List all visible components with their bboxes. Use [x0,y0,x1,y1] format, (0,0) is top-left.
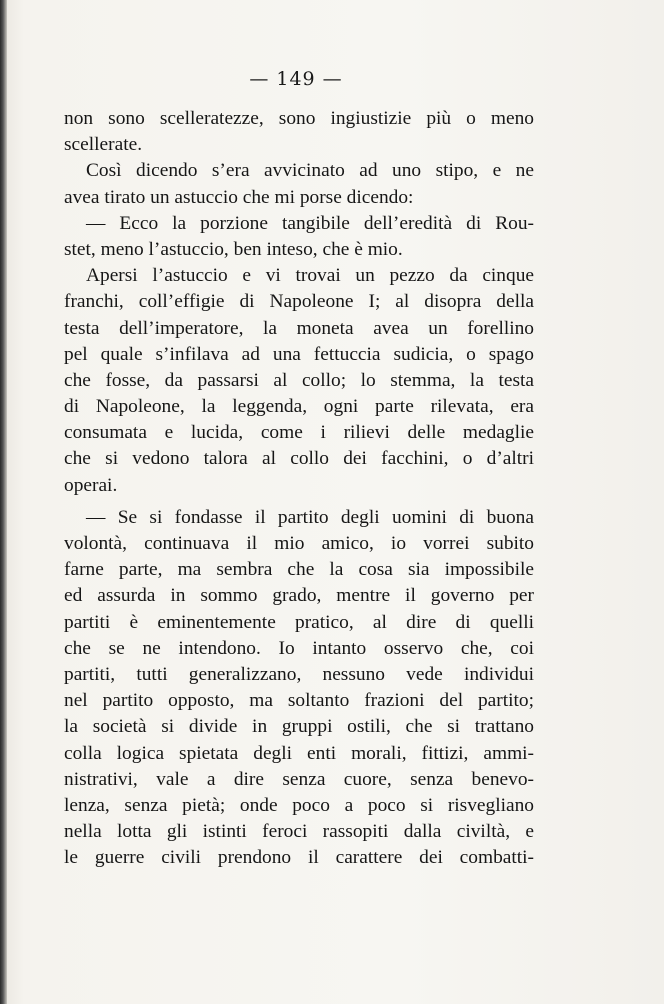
body-text [64,106,534,871]
paragraph-4 [64,263,534,499]
text-line: la società si divide in gruppi ostili, che si trattano [64,716,534,738]
text-line: partiti, tutti generalizzano, nessuno vede individui [64,663,534,685]
text-line: stet, meno l’astuccio, ben inteso, che è mio. [64,238,403,260]
text-line: che se ne intendono. Io intanto osservo che, coi [64,637,534,659]
text-line: nel partito opposto, ma soltanto frazioni del partito; [64,690,534,712]
text-line: farne parte, ma sembra che la cosa sia impossibile [64,559,534,581]
text-line: scellerate. [64,134,143,156]
text-line: ed assurda in sommo grado, mentre il governo per [64,585,534,607]
text-line: che fosse, da passarsi al collo; lo stemma, la testa [64,369,534,391]
text-line: franchi, coll’effigie di Napoleone I; al disopra della [64,291,534,313]
text-line: — Ecco la porzione tangibile dell’eredità di Rou- [86,212,534,234]
binding-edge [0,0,7,1004]
text-line: Così dicendo s’era avvicinato ad uno stipo, e ne [86,160,534,182]
text-line: volontà, continuava il mio amico, io vorrei subito [64,533,534,554]
text-line: partiti è eminentemente pratico, al dire di quelli [64,611,534,633]
text-line: pel quale s’infilava ad una fettuccia sudicia, o spago [64,343,534,365]
text-line: non sono scelleratezze, sono ingiustizie più o meno [64,108,534,129]
text-line: nella lotta gli istinti feroci rassopiti dalla civiltà, e [64,821,534,843]
paragraph-2 [64,158,534,210]
text-line: Apersi l’astuccio e vi trovai un pezzo da cinque [86,265,534,287]
text-line: di Napoleone, la leggenda, ogni parte rilevata, era [64,396,534,418]
text-line: le guerre civili prendono il carattere dei combatti- [64,847,534,869]
text-line: testa dell’imperatore, la moneta avea un forellino [64,317,534,339]
paragraph-1 [64,106,534,158]
paragraph-5 [64,505,534,872]
text-line: nistrativi, vale a dire senza cuore, senza benevo- [64,768,534,790]
text-line: colla logica spietata degli enti morali, fittizi, ammi- [64,742,534,764]
text-line: consumata e lucida, come i rilievi delle medaglie [64,422,534,444]
paragraph-3 [64,211,534,263]
page-number: — 149 — [249,68,343,90]
text-line: lenza, senza pietà; onde poco a poco si risvegliano [64,794,534,816]
text-line: operai. [64,474,118,496]
text-line: avea tirato un astuccio che mi porse dicendo: [64,186,414,208]
text-line: — Se si fondasse il partito degli uomini di buona [86,506,534,528]
text-line: che si vedono talora al collo dei facchini, o d’altri [64,448,534,470]
